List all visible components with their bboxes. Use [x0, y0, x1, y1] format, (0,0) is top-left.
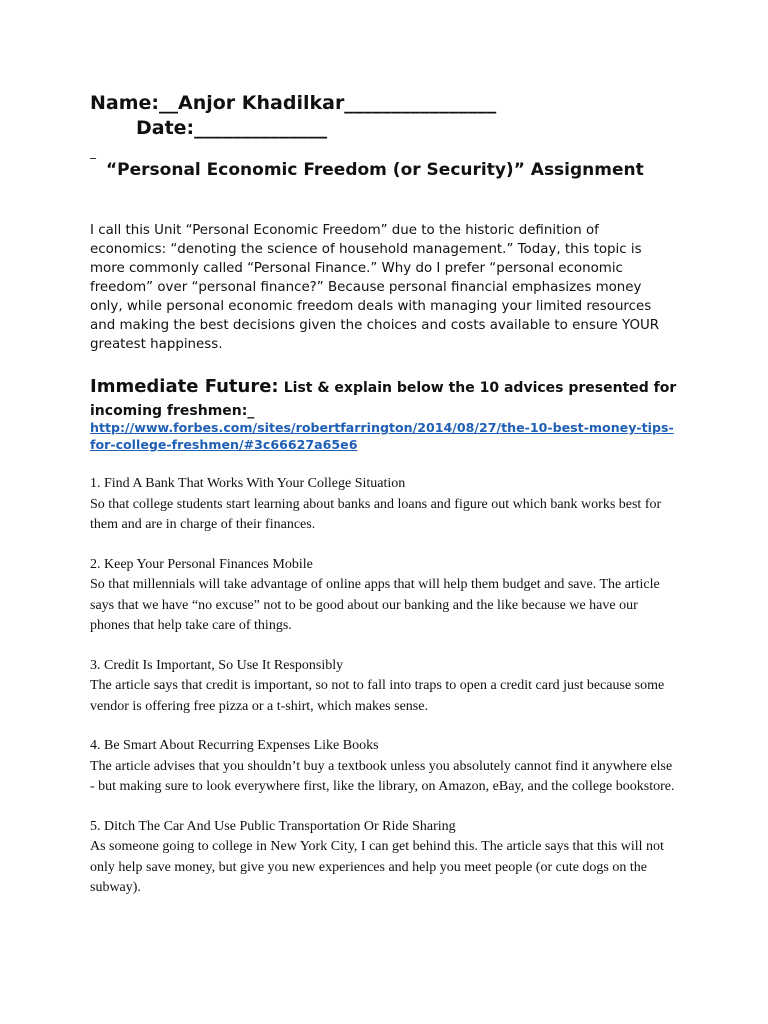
advice-title: 2. Keep Your Personal Finances Mobile — [90, 556, 313, 572]
dash-mark: _ — [90, 145, 96, 159]
advice-description: As someone going to college in New York City, I can get behind this. The article says that this will not only help save money, but give you new experiences and help you meet people (or cute dogs on the subway). — [90, 839, 664, 895]
date-line: Date:______________ — [136, 117, 328, 139]
advice-title: 3. Credit Is Important, So Use It Responsibly — [90, 657, 344, 673]
advice-title: 5. Ditch The Car And Use Public Transportation Or Ride Sharing — [90, 818, 456, 834]
article-link[interactable]: http://www.forbes.com/sites/robertfarrington/2014/08/27/the-10-best-money-tips-for-college-freshmen/#3c66627a65e6 — [90, 420, 674, 452]
advice-item — [90, 656, 680, 718]
section-heading — [90, 376, 680, 422]
advice-item — [90, 555, 680, 637]
advice-description: So that millennials will take advantage of online apps that will help them budget and save. The article says that we have “no excuse” not to be good about our banking and the like because we have our phones that help take care of things. — [90, 577, 660, 633]
advice-item — [90, 736, 680, 798]
advice-description: The article advises that you shouldn’t buy a textbook unless you absolutely cannot find it anywhere else - but making sure to look everywhere first, like the library, on Amazon, eBay, and the college bookstore. — [90, 758, 675, 794]
advice-item — [90, 817, 680, 899]
advice-title: 1. Find A Bank That Works With Your College Situation — [90, 476, 406, 491]
advice-description: The article says that credit is important, so not to fall into traps to open a credit card just because some vendor is offering free pizza or a t-shirt, which makes sense. — [90, 678, 665, 714]
name-line: Name:__Anjor Khadilkar________________ — [90, 92, 497, 114]
intro-paragraph: I call this Unit “Personal Economic Freedom” due to the historic definition of economics: “denoting the science of household management.” Today, this topic is more commonly called “Personal Finance.” Why do I prefer “personal economic freedom” over “personal finance?” Because personal financial emphasizes money only, while personal economic freedom deals with managing your limited resources and making the best decisions given the choices and costs available to ensure YOUR greatest happiness. — [90, 223, 660, 352]
advice-description: So that college students start learning about banks and loans and figure out which bank works best for them and are in charge of their finances. — [90, 496, 662, 532]
advice-list — [90, 474, 680, 918]
section-instruction: List & explain below the 10 advices presented for incoming freshmen:_ — [90, 380, 677, 419]
advice-item — [90, 474, 680, 536]
section-heading-label: Immediate Future: — [90, 376, 279, 397]
assignment-title: “Personal Economic Freedom (or Security)” Assignment — [106, 160, 644, 180]
advice-title: 4. Be Smart About Recurring Expenses Like Books — [90, 738, 379, 753]
